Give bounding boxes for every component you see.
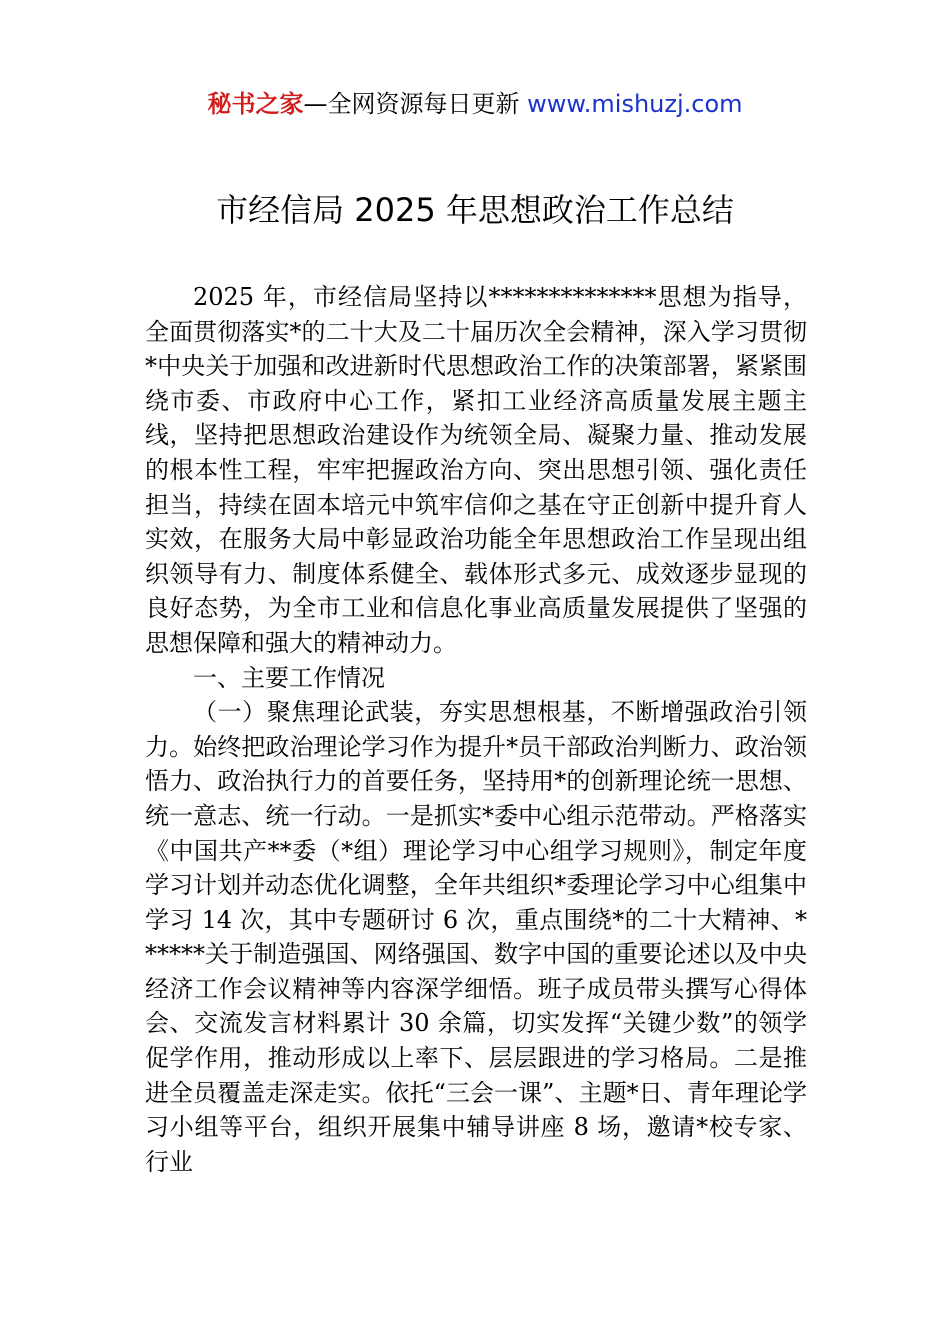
document-body: [145, 280, 807, 1179]
document-title: 市经信局 2025 年思想政治工作总结: [216, 191, 734, 229]
site-header: [0, 86, 950, 122]
header-slogan: —全网资源每日更新: [303, 90, 528, 118]
section-heading: 一、主要工作情况: [193, 663, 385, 692]
site-url-link[interactable]: www.mishuzj.com: [527, 90, 743, 118]
brand-name: 秘书之家: [207, 90, 304, 118]
intro-paragraph: 2025 年，市经信局坚持以**************思想为指导，全面贯彻落实*的二十大及二十届历次全会精神，深入学习贯彻*中央关于加强和改进新时代思想政治工作的决策部署，紧紧围绕市委、市政府中心工作，紧扣工业经济高质量发展主题主线，坚持把思想政治建设作为统领全局、凝聚力量、推动发展的根本性工程，牢牢把握政治方向、突出思想引领、强化责任担当，持续在固本培元中筑牢信仰之基在守正创新中提升育人实效，在服务大局中彰显政治功能全年思想政治工作呈现出组织领导有力、制度体系健全、载体形式多元、成效逐步显现的良好态势，为全市工业和信息化事业高质量发展提供了坚强的思想保障和强大的精神动力。: [145, 283, 807, 657]
body-paragraph: （一）聚焦理论武装，夯实思想根基，不断增强政治引领力。始终把政治理论学习作为提升*员干部政治判断力、政治领悟力、政治执行力的首要任务，坚持用*的创新理论统一思想、统一意志、统一行动。一是抓实*委中心组示范带动。严格落实《中国共产**委（*组）理论学习中心组学习规则》，制定年度学习计划并动态优化调整，全年共组织*委理论学习中心组集中学习 14 次，其中专题研讨 6 次，重点围绕*的二十大精神、******关于制造强国、网络强国、数字中国的重要论述以及中央经济工作会议精神等内容深学细悟。班子成员带头撰写心得体会、交流发言材料累计 30 余篇，切实发挥“关键少数”的领学促学作用，推动形成以上率下、层层跟进的学习格局。二是推进全员覆盖走深走实。依托“三会一课”、主题*日、青年理论学习小组等平台，组织开展集中辅导讲座 8 场，邀请*校专家、行业: [145, 698, 807, 1176]
